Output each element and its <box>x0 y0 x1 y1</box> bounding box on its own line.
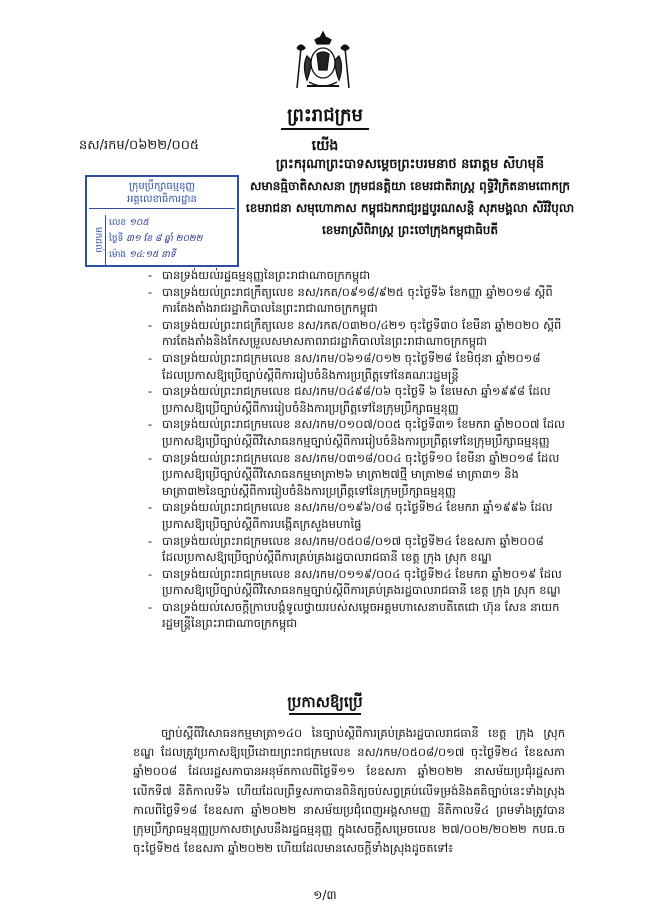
royal-title-line-2: សមានធ្មិចាតិសាសនា ក្រុមជនត្តិយា ខេមរជាតិរាស្ត្រ ពុទ្ធិវិក្រិតនាមពោកក្រ <box>249 179 571 193</box>
body-paragraph: ច្បាប់ស្តីពីវិសោធនកម្មមាត្រា១៤០ នៃច្បាប់ស្តីពីការគ្រប់គ្រងរដ្ឋបាលរាជធានី ខេត្ត ក្រុង ស្រុក ខណ្ឌ ដែលត្រូវប្រកាសឱ្យប្រើដោយព្រះរាជក្រមលេខ នស/រកម/០៥០៨/០១៧ ចុះថ្ងៃទី២៤ ខែឧសភា ឆ្នាំ២០០៨ ដែលរដ្ឋសភាបានអនុម័តកាលពីថ្ងៃទី១១ ខែឧសភា ឆ្នាំ២០២២ នាសម័យប្រជុំរដ្ឋសភាលើកទី៧ នីតិកាលទី៦ ហើយដែលព្រឹទ្ធសភាបានពិនិត្យចប់សព្វគ្រប់លើទម្រង់និងគតិច្បាប់នេះទាំងស្រុង កាលពីថ្ងៃទី១៨ ខែឧសភា ឆ្នាំ២០២២ នាសម័យប្រជុំពេញអង្គសាមញ្ញ នីតិកាលទី៤ ព្រមទាំងត្រូវបានក្រុមប្រឹក្សាធម្មនុញ្ញប្រកាសថាស្របនឹងរដ្ឋធម្មនុញ្ញ ក្នុងសេចក្តីសម្រេចលេខ ២៧/០០២/២០២២ កបធ.ច ចុះថ្ងៃទី២៥ ខែឧសភា ឆ្នាំ២០២២ ហើយដែលមានសេចក្តីទាំងស្រុងដូចតទៅ៖ <box>133 726 565 856</box>
reference-number: នស/រកម/០៦២២/០០៥ <box>79 138 200 153</box>
stamp-number-value: ១០៥ <box>129 218 149 228</box>
we-heading: យើង <box>311 138 339 154</box>
heading-underline <box>281 128 369 130</box>
receipt-stamp <box>85 175 239 267</box>
stamp-heading-line-1: ក្រុមប្រឹក្សាធម្មនុញ្ញ <box>129 181 195 192</box>
stamp-row-number <box>109 217 149 230</box>
list-item: - បានទ្រង់យល់រដ្ឋធម្មនុញ្ញនៃព្រះរាជាណាចក្រកម្ពុជា <box>146 267 566 284</box>
list-item: - បានទ្រង់យល់ព្រះរាជក្រមលេខ ជស/រកម/០៤៩៨/០៦ ចុះថ្ងៃទី ៦ ខែមេសា ឆ្នាំ១៩៩៨ ដែលប្រកាសឱ្យប្រើច្បាប់ស្តីពីការរៀបចំនិងការប្រព្រឹត្តទៅនៃក្រុមប្រឹក្សាធម្មនុញ្ញ <box>146 383 566 416</box>
stamp-row-time <box>109 249 176 262</box>
royal-title-line-3: ខេមរាជនា សមុហោភាស កម្ពុជឯករាជ្យរដ្ឋបូរណសន្តិ សុភមង្គលា សិរីវិបុលា <box>245 201 575 215</box>
stamp-side-label: មកដល់ <box>87 215 106 265</box>
list-item: - បានទ្រង់យល់ព្រះរាជក្រមលេខ នស/រកម/០១៩៦/០៨ ចុះថ្ងៃទី២៤ ខែមករា ឆ្នាំ១៩៩៦ ដែលប្រកាសឱ្យប្រើច្បាប់ស្តីពីការបង្កើតក្រសួងមហាផ្ទៃ <box>146 499 566 532</box>
document-type-heading: ព្រះរាជក្រម <box>287 105 363 126</box>
decree-heading: ប្រកាសឱ្យប្រើ <box>287 693 363 711</box>
stamp-heading <box>89 180 235 209</box>
list-item: - បានទ្រង់យល់ព្រះរាជក្រមលេខ នស/រកម/០៥០៨/០១៧ ចុះថ្ងៃទី២៤ ខែឧសភា ឆ្នាំ២០០៨ ដែលប្រកាសឱ្យប្រើច្បាប់ស្តីពីការគ្រប់គ្រងរដ្ឋបាលរាជធានី ខេត្ត ក្រុង ស្រុក ខណ្ឌ <box>146 533 566 566</box>
stamp-time-value: ១៤:១៥ នាទី <box>129 250 176 260</box>
list-item: - បានទ្រង់យល់ព្រះរាជក្រឹត្យលេខ នស/រកត/០៩១៨/៩២៥ ចុះថ្ងៃទី៦ ខែកញ្ញា ឆ្នាំ២០១៨ ស្តីពីការតែងតាំងរាជរដ្ឋាភិបាលនៃព្រះរាជាណាចក្រកម្ពុជា <box>146 284 566 317</box>
stamp-date-value: ៣១ ខែ ៨ ឆ្នាំ ២០២២ <box>126 234 203 244</box>
list-item: - បានទ្រង់យល់ព្រះរាជក្រមលេខ នស/រកម/០៦១៨/០១២ ចុះថ្ងៃទី២៨ ខែមិថុនា ឆ្នាំ២០១៨ ដែលប្រកាសឱ្យប្រើច្បាប់ស្តីពីការរៀបចំនិងការប្រព្រឹត្តទៅនៃគណៈរដ្ឋមន្ត្រី <box>146 350 566 383</box>
royal-coat-of-arms-icon <box>287 30 359 92</box>
list-item: - បានទ្រង់យល់សេចក្តីក្រាបបង្គំទូលថ្វាយរបស់សម្តេចអគ្គមហាសេនាបតីតេជោ ហ៊ុន សែន នាយករដ្ឋមន្ត្រីនៃព្រះរាជាណាចក្រកម្ពុជា <box>146 599 566 632</box>
list-item: - បានទ្រង់យល់ព្រះរាជក្រមលេខ នស/រកម/០១០៧/០០៥ ចុះថ្ងៃទី៣១ ខែមករា ឆ្នាំ២០០៧ ដែលប្រកាសឱ្យប្រើច្បាប់ស្តីពីវិសោធនកម្មច្បាប់ស្តីពីការរៀបចំនិងការប្រព្រឹត្តទៅនៃក្រុមប្រឹក្សាធម្មនុញ្ញ <box>146 416 566 449</box>
page-number: ១/៣ <box>313 888 337 902</box>
list-item: - បានទ្រង់យល់ព្រះរាជក្រមលេខ នស/រកម/០៣១៨/០០៤ ចុះថ្ងៃទី១០ ខែមីនា ឆ្នាំ២០១៨ ដែលប្រកាសឱ្យប្រើច្បាប់ស្តីពីវិសោធនកម្មមាត្រា២៦ មាត្រា២៧ថ្មី មាត្រា២៨ មាត្រា៣១ និងមាត្រា៣២នៃច្បាប់ស្តីពីការរៀបចំនិងការប្រព្រឹត្តទៅនៃក្រុមប្រឹក្សាធម្មនុញ្ញ <box>146 450 566 500</box>
list-item: - បានទ្រង់យល់ព្រះរាជក្រឹត្យលេខ នស/រកត/០៣២០/៤២១ ចុះថ្ងៃទី៣០ ខែមីនា ឆ្នាំ២០២០ ស្តីពីការតែងតាំងនិងកែសម្រួលសមាសភាពរាជរដ្ឋាភិបាលនៃព្រះរាជាណាចក្រកម្ពុជា <box>146 317 566 350</box>
stamp-number-label: លេខ <box>109 218 127 228</box>
list-item: - បានទ្រង់យល់ព្រះរាជក្រមលេខ នស/រកម/០១១៩/០០៤ ចុះថ្ងៃទី២៤ ខែមករា ឆ្នាំ២០១៩ ដែលប្រកាសឱ្យប្រើច្បាប់ស្តីពីវិសោធនកម្មច្បាប់ស្តីពីការគ្រប់គ្រងរដ្ឋបាលរាជធានី ខេត្ត ក្រុង ស្រុក ខណ្ឌ <box>146 566 566 599</box>
stamp-row-date <box>109 233 202 246</box>
stamp-time-label: ម៉ោង <box>109 250 127 260</box>
royal-title-line-1: ព្រះករុណាព្រះបាទសម្តេចព្រះបរមនាថ នរោត្តម សីហមុនី <box>275 157 545 172</box>
royal-title-line-4: ខេមរាស្រីពិរាស្ត្រ ព្រះចៅក្រុងកម្ពុជាធិបតី <box>321 223 499 237</box>
decree-heading-underline <box>289 713 361 715</box>
stamp-heading-line-2: អគ្គលេខាធិការដ្ឋាន <box>127 194 197 205</box>
recitals-list <box>146 267 566 632</box>
stamp-date-label: ថ្ងៃទី <box>109 234 124 244</box>
